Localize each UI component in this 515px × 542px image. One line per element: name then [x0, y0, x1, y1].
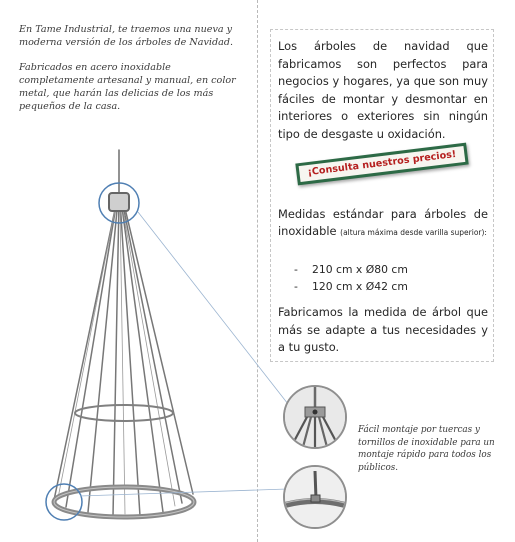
intro-paragraph-1: En Tame Industrial, te traemos una nueva y moderna versión de los árboles de Navidad. — [19, 24, 234, 48]
top-joint-detail-photo — [283, 385, 347, 449]
assembly-caption: Fácil montaje por tuercas y tornillos de inoxidable para un montaje rápido para todos los públicos. — [358, 425, 495, 473]
info-paragraph-1: Los árboles de navidad que fabricamos son perfectos para negocios y hogares, ya que son muy fáciles de montar y desmontar en interiores o exteriores sin ningún tipo de desgaste u oxidación. — [278, 39, 488, 141]
dimensions-list — [278, 262, 504, 295]
list-item: - 210 cm x Ø80 cm — [294, 262, 504, 279]
dimensions-heading — [278, 206, 488, 241]
dimensions-heading-main: Medidas estándar para árboles de inoxidable — [278, 207, 488, 238]
dimensions-heading-note: (altura máxima desde varilla superior): — [340, 228, 487, 237]
list-item: - 120 cm x Ø42 cm — [294, 279, 504, 296]
intro-paragraph-2: Fabricados en acero inoxidable completamente artesanal y manual, en color metal, que harán las delicias de los más pequeños de la casa. — [19, 62, 236, 112]
base-joint-detail-photo — [283, 465, 347, 529]
price-banner-label: ¡Consulta nuestros precios! — [299, 146, 466, 182]
info-paragraph-3: Fabricamos la medida de árbol que más se adapte a tus necesidades y a tu gusto. — [278, 305, 488, 354]
